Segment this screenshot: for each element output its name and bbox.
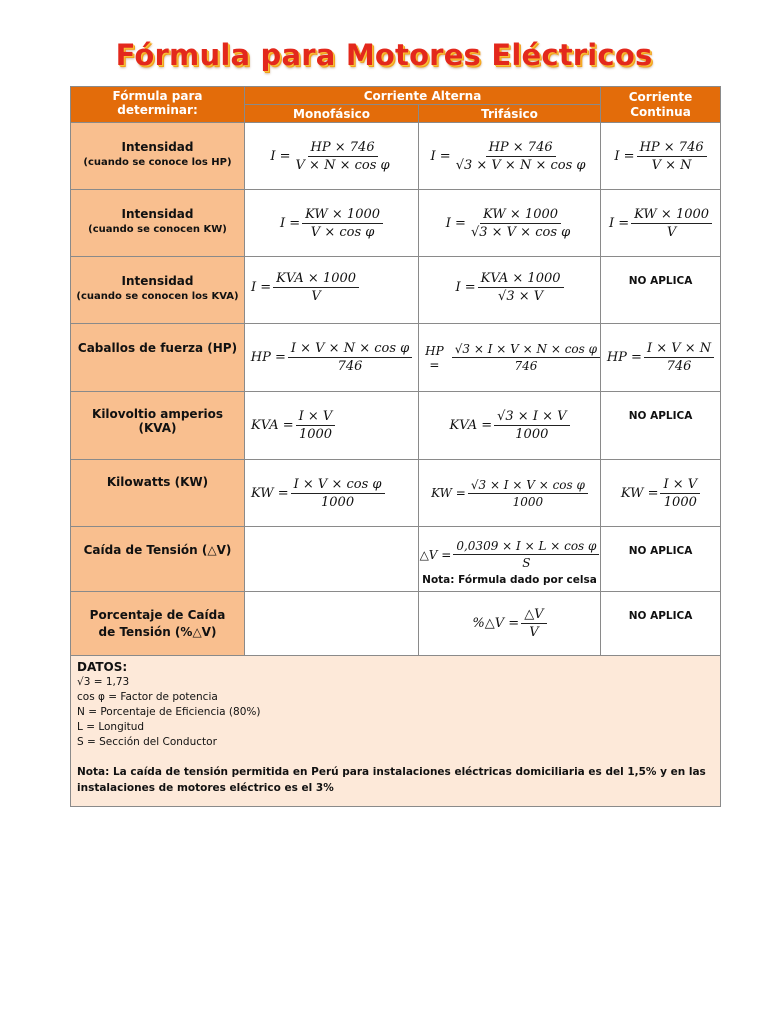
formula-lhs: I = <box>279 215 301 231</box>
fraction <box>453 539 599 570</box>
row-label-main: Caída de Tensión (△V) <box>83 543 232 557</box>
dc-cell <box>601 460 721 527</box>
denominator: 1000 <box>512 494 544 509</box>
numerator: √3 × I × V <box>494 409 569 426</box>
datos-section <box>71 656 721 807</box>
numerator: KVA × 1000 <box>478 271 564 288</box>
tri-cell <box>419 123 601 190</box>
denominator: V × cos φ <box>310 224 375 240</box>
fraction <box>296 409 336 442</box>
tri-cell <box>419 592 601 656</box>
formula <box>455 271 563 304</box>
formula-lhs: I = <box>270 148 291 164</box>
row-label-main: Intensidad <box>121 274 194 288</box>
tri-cell <box>419 190 601 257</box>
formula-lhs: HP = <box>606 350 642 365</box>
denominator: 746 <box>337 359 363 374</box>
numerator: √3 × I × V × N × cos φ <box>452 342 600 358</box>
formula <box>251 341 413 374</box>
row-label-main: Intensidad <box>121 140 194 154</box>
table-row <box>71 460 721 527</box>
numerator: I × V × N <box>644 341 714 358</box>
denominator: V × N × cos φ <box>295 157 390 173</box>
formula <box>449 409 569 442</box>
mono-cell <box>245 190 419 257</box>
header-tri: Trifásico <box>419 105 601 123</box>
formula-lhs: I = <box>614 148 635 164</box>
datos-item: N = Porcentaje de Eficiencia (80%) <box>77 706 261 718</box>
table-row <box>71 527 721 592</box>
datos-item: cos φ = Factor de potencia <box>77 691 218 703</box>
formula <box>270 140 392 173</box>
fraction <box>494 409 569 442</box>
numerator: HP × 746 <box>637 140 707 157</box>
denominator: 746 <box>514 359 538 374</box>
not-applicable: NO APLICA <box>601 592 721 656</box>
row-label <box>71 190 245 257</box>
row-label-main: Porcentaje de Caída de Tensión (%△V) <box>89 608 226 639</box>
formula-lhs: HP = <box>425 343 444 372</box>
denominator: V × N <box>651 157 692 173</box>
header-mono: Monofásico <box>245 105 419 123</box>
table-row <box>71 257 721 324</box>
formula <box>607 341 714 374</box>
formula <box>431 478 588 509</box>
fraction <box>644 341 714 374</box>
fraction <box>660 477 700 510</box>
formula-lhs: %△V = <box>472 616 520 631</box>
fraction <box>453 140 589 173</box>
row-label <box>71 324 245 392</box>
mono-cell-empty <box>245 527 419 592</box>
numerator: I × V × cos φ <box>291 477 385 494</box>
formula-lhs: KVA = <box>251 418 294 433</box>
row-label <box>71 257 245 324</box>
denominator: 1000 <box>298 427 333 442</box>
numerator: KW × 1000 <box>480 207 561 224</box>
dc-cell <box>601 190 721 257</box>
fraction <box>637 140 707 173</box>
formula <box>621 477 700 510</box>
formula <box>251 477 385 510</box>
formula-lhs: HP = <box>250 350 286 365</box>
mono-cell <box>245 123 419 190</box>
table-row <box>71 324 721 392</box>
denominator: V <box>311 289 321 304</box>
formula-lhs: △V = <box>419 547 452 562</box>
numerator: KW × 1000 <box>302 207 383 224</box>
formula-lhs: I = <box>609 215 630 231</box>
numerator: I × V <box>660 477 700 494</box>
formula-note: Nota: Fórmula dado por celsa <box>422 574 597 586</box>
row-label <box>71 123 245 190</box>
fraction <box>293 140 393 173</box>
row-label-main: Kilowatts (KW) <box>106 475 209 489</box>
row-label <box>71 460 245 527</box>
row-label-sub: (cuando se conocen los KVA) <box>76 291 239 302</box>
denominator: S <box>522 556 531 570</box>
fraction <box>478 271 564 304</box>
formula <box>472 607 546 640</box>
fraction <box>291 477 385 510</box>
table-row <box>71 123 721 190</box>
fraction <box>273 271 359 304</box>
datos-row <box>71 656 721 807</box>
denominator: 1000 <box>321 494 355 510</box>
table-row <box>71 392 721 460</box>
tri-cell <box>419 324 601 392</box>
denominator: √3 × V × N × cos φ <box>455 157 586 173</box>
row-label-sub: (cuando se conocen KW) <box>88 224 227 235</box>
tri-cell <box>419 527 601 592</box>
header-dc: Corriente Continua <box>601 87 721 123</box>
formula <box>609 207 712 240</box>
numerator: HP × 746 <box>308 140 378 157</box>
table-row <box>71 592 721 656</box>
row-label-main: Kilovoltio amperios (KVA) <box>92 407 223 435</box>
mono-cell <box>245 324 419 392</box>
header-determine: Fórmula para determinar: <box>71 87 245 123</box>
formula-lhs: I = <box>430 148 451 164</box>
numerator: KW × 1000 <box>631 207 712 224</box>
denominator: 1000 <box>663 494 697 510</box>
numerator: I × V × N × cos φ <box>288 341 412 358</box>
row-label <box>71 392 245 460</box>
numerator: √3 × I × V × cos φ <box>468 478 588 494</box>
numerator: KVA × 1000 <box>273 271 359 288</box>
row-label-main: Caballos de fuerza (HP) <box>77 341 238 355</box>
dc-cell <box>601 123 721 190</box>
numerator: 0,0309 × I × L × cos φ <box>453 539 599 555</box>
row-label-main: Intensidad <box>121 207 194 221</box>
denominator: 746 <box>666 359 692 374</box>
formula-lhs: I = <box>445 215 466 231</box>
formula <box>251 409 335 442</box>
formula-lhs: I = <box>251 280 272 295</box>
header-ac: Corriente Alterna <box>245 87 601 105</box>
formula-table <box>70 86 721 807</box>
fraction <box>468 207 573 240</box>
fraction <box>521 607 546 640</box>
tri-cell <box>419 392 601 460</box>
tri-cell <box>419 257 601 324</box>
formula-lhs: KW = <box>620 485 659 501</box>
formula-lhs: KW = <box>251 485 289 501</box>
header-row-1 <box>71 87 721 105</box>
numerator: HP × 746 <box>486 140 556 157</box>
mono-cell <box>245 392 419 460</box>
not-applicable: NO APLICA <box>601 257 721 324</box>
tri-cell <box>419 460 601 527</box>
formula-lhs: KW = <box>431 486 466 500</box>
formula <box>431 140 589 173</box>
formula-lhs: KVA = <box>449 418 493 433</box>
row-label <box>71 527 245 592</box>
formula <box>614 140 706 173</box>
fraction <box>631 207 712 240</box>
denominator: √3 × V × cos φ <box>470 224 571 240</box>
numerator: △V <box>521 607 546 624</box>
mono-cell-empty <box>245 592 419 656</box>
formula <box>420 539 600 570</box>
denominator: V <box>666 224 677 240</box>
mono-cell <box>245 460 419 527</box>
not-applicable: NO APLICA <box>601 392 721 460</box>
fraction <box>468 478 588 509</box>
denominator: 1000 <box>515 427 549 442</box>
datos-note: Nota: La caída de tensión permitida en Perú para instalaciones eléctricas domiciliaria es del 1,5% y en las instalaciones de motores eléctrico es el 3% <box>77 766 706 794</box>
datos-title: DATOS: <box>77 660 128 674</box>
formula <box>251 271 359 304</box>
numerator: I × V <box>296 409 336 426</box>
denominator: V <box>529 625 539 640</box>
page-title: Fórmula para Motores Eléctricos <box>115 38 653 72</box>
datos-item: √3 = 1,73 <box>77 676 130 688</box>
formula-lhs: I = <box>455 280 476 295</box>
row-label-sub: (cuando se conoce los HP) <box>83 157 232 168</box>
fraction <box>452 342 600 373</box>
fraction <box>288 341 412 374</box>
dc-cell <box>601 324 721 392</box>
mono-cell <box>245 257 419 324</box>
formula <box>280 207 383 240</box>
datos-item: L = Longitud <box>77 721 145 733</box>
denominator: √3 × V <box>498 289 544 304</box>
datos-item: S = Sección del Conductor <box>77 736 217 748</box>
formula <box>446 207 573 240</box>
not-applicable: NO APLICA <box>601 527 721 592</box>
formula <box>419 342 600 373</box>
table-row <box>71 190 721 257</box>
row-label <box>71 592 245 656</box>
fraction <box>302 207 383 240</box>
